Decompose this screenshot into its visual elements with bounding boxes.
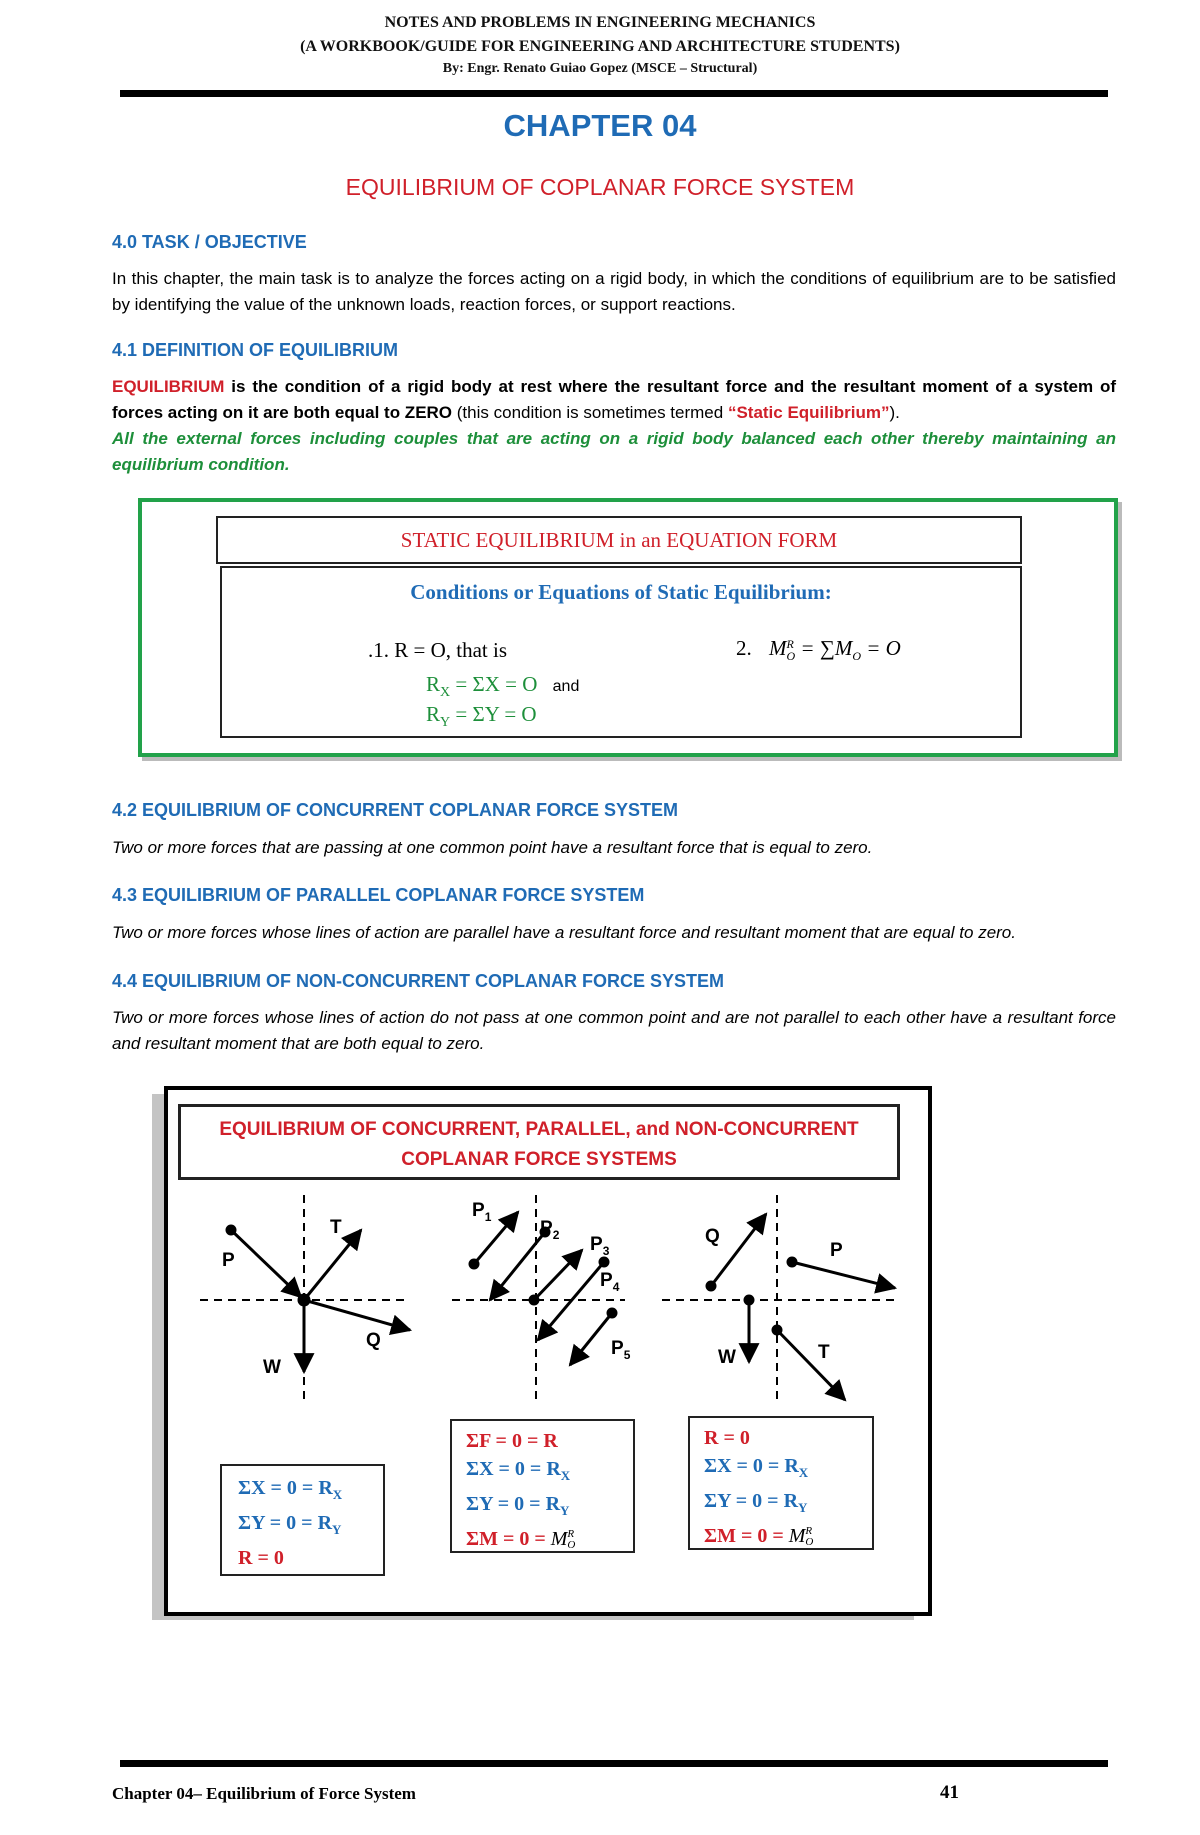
rx-symbol: R <box>426 672 441 696</box>
parallel-eq-1: ΣF = 0 = R <box>466 1430 558 1452</box>
and-label: and <box>552 678 580 695</box>
definition-end: ). <box>889 403 900 422</box>
concurrent-eq-2: $\Sigma Y = 0 = R_Y$ <box>238 1512 342 1537</box>
label-t-1: T <box>330 1217 342 1238</box>
moment-sum: = ∑M <box>795 636 853 660</box>
static-box-title: STATIC EQUILIBRIUM in an EQUATION FORM <box>216 516 1022 564</box>
moment-sum-sub: O <box>852 649 861 664</box>
label-q-3: Q <box>705 1226 720 1247</box>
label-p2: $P_2$ <box>540 1218 560 1242</box>
concurrent-eq-1: $\Sigma X = 0 = R_X$ <box>238 1477 343 1502</box>
nonconcurrent-eq-1: R = 0 <box>704 1427 750 1449</box>
condition-2-number: 2. <box>736 636 752 660</box>
parallel-equations-box <box>450 1419 635 1553</box>
section-4-4-text: Two or more forces whose lines of action do not pass at one common point and are not parallel to each other have a resultant force and resultant moment that are both equal to zero. <box>112 1008 1116 1053</box>
concurrent-eq-3: R = 0 <box>238 1547 284 1569</box>
section-4-2-text: Two or more forces that are passing at one common point have a resultant force that is equal to zero. <box>112 838 873 857</box>
footer-rule <box>120 1760 1108 1767</box>
diagram-non-concurrent <box>707 1214 895 1400</box>
moment-sup: R <box>786 637 794 652</box>
label-w-3: W <box>718 1347 736 1368</box>
rx-sub: X <box>440 685 451 701</box>
definition-normal: (this condition is sometimes termed <box>452 403 728 422</box>
section-4-3-text: Two or more forces whose lines of action are parallel have a resultant force and resultant moment that are equal to zero. <box>112 923 1016 942</box>
nonconcurrent-eq-2: $\Sigma X = 0 = R_X$ <box>704 1455 809 1480</box>
label-p5: $P_5$ <box>611 1338 631 1362</box>
moment-sub: O <box>786 649 796 664</box>
rx-rest: = ΣX = O <box>450 672 538 696</box>
section-4-3-heading: 4.3 EQUILIBRIUM OF PARALLEL COPLANAR FORCE SYSTEM <box>112 885 645 905</box>
label-p-1: P <box>222 1250 235 1271</box>
parallel-eq-4: ΣM = 0 = M R O <box>466 1528 576 1552</box>
moment-symbol: M <box>769 636 787 660</box>
term-equilibrium: EQUILIBRIUM <box>112 377 225 396</box>
label-w-1: W <box>263 1357 281 1378</box>
parallel-eq-2: $\Sigma X = 0 = R_X$ <box>466 1458 571 1483</box>
parallel-eq-3: $\Sigma Y = 0 = R_Y$ <box>466 1493 570 1518</box>
header-line-2: (A WORKBOOK/GUIDE FOR ENGINEERING AND ARCHITECTURE STUDENTS) <box>300 38 900 55</box>
section-4-4-heading: 4.4 EQUILIBRIUM OF NON-CONCURRENT COPLANAR FORCE SYSTEM <box>112 971 725 991</box>
nonconcurrent-eq-3: $\Sigma Y = 0 = R_Y$ <box>704 1490 808 1515</box>
figure-title-1: EQUILIBRIUM OF CONCURRENT, PARALLEL, and NON-CONCURRENT <box>219 1119 859 1140</box>
moment-rhs: = O <box>860 636 901 660</box>
header-line-3: By: Engr. Renato Guiao Gopez (MSCE – Structural) <box>442 61 758 76</box>
label-p1: $P_1$ <box>472 1200 492 1224</box>
section-4-2-heading: 4.2 EQUILIBRIUM OF CONCURRENT COPLANAR FORCE SYSTEM <box>112 800 679 820</box>
header-line-1: NOTES AND PROBLEMS IN ENGINEERING MECHANICS <box>384 14 816 31</box>
section-4-0-text: In this chapter, the main task is to analyze the forces acting on a rigid body, in which the conditions of equilibrium are to be satisfied by identifying the value of the unknown loads, reaction forces, or support reactions. <box>112 269 1116 314</box>
non-concurrent-equations-box <box>688 1416 874 1550</box>
label-p3: $P_3$ <box>590 1234 610 1258</box>
concurrent-equations-box <box>220 1464 385 1576</box>
label-p4: $P_4$ <box>600 1270 620 1294</box>
label-t-3: T <box>818 1342 830 1363</box>
figure-title-2: COPLANAR FORCE SYSTEMS <box>401 1149 677 1170</box>
page-number: 41 <box>940 1782 959 1803</box>
chapter-number: CHAPTER 04 <box>503 108 697 143</box>
ry-rest: = ΣY = O <box>450 702 537 726</box>
section-4-1-heading: 4.1 DEFINITION OF EQUILIBRIUM <box>112 340 399 360</box>
conditions-subtitle: Conditions or Equations of Static Equilibrium: <box>410 580 832 604</box>
footer-chapter: Chapter 04– Equilibrium of Force System <box>112 1784 416 1803</box>
nonconcurrent-eq-4: ΣM = 0 = M R O <box>704 1525 814 1549</box>
chapter-title: EQUILIBRIUM OF COPLANAR FORCE SYSTEM <box>345 174 855 200</box>
definition-bold: is the condition of a rigid body at rest where the resultant force and the resultant moment of a system of forces acting on it are both equal to ZERO <box>112 377 1116 422</box>
label-p-3: P <box>830 1240 843 1261</box>
green-statement: All the external forces including couples that are acting on a rigid body balanced each other thereby maintaining an equilibrium condition. <box>112 429 1116 474</box>
section-4-0-heading: 4.0 TASK / OBJECTIVE <box>112 232 307 252</box>
ry-sub: Y <box>440 715 451 731</box>
static-equilibrium-term: “Static Equilibrium” <box>727 403 890 422</box>
condition-1-text: .1. R = O, that is <box>368 638 508 662</box>
label-q-1: Q <box>366 1330 381 1351</box>
ry-symbol: R <box>426 702 441 726</box>
